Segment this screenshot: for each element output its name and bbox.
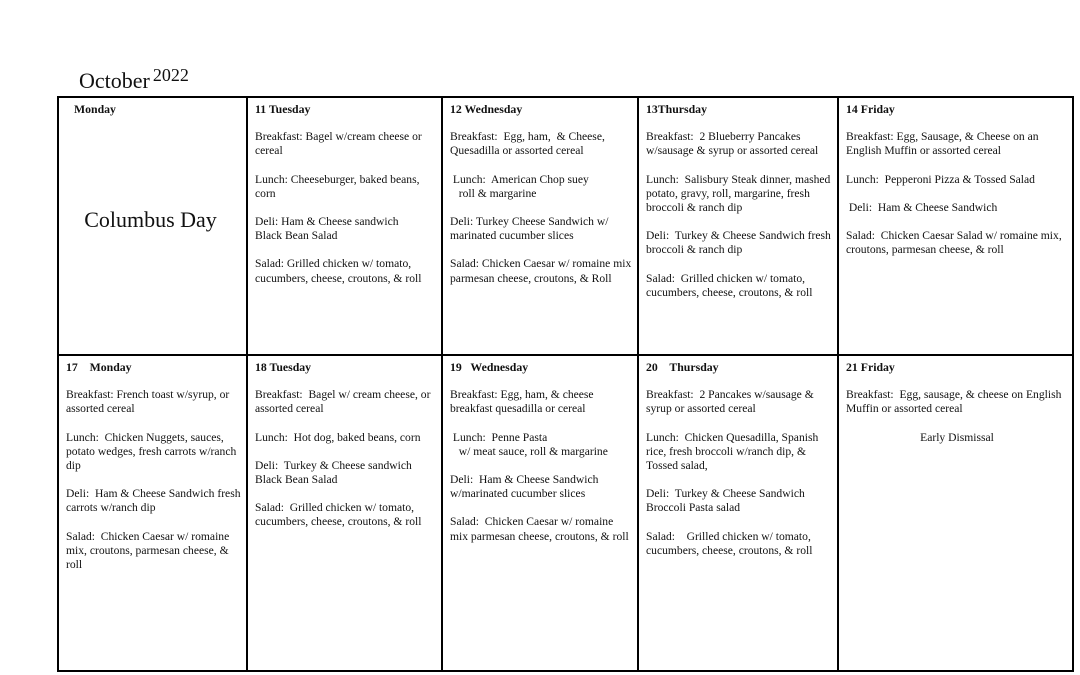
salad-entry: Salad: Chicken Caesar w/ romaine mix parmesan cheese, croutons, & roll [450,515,629,543]
day-header: 19 Wednesday [450,360,529,374]
salad-entry: Salad: Chicken Caesar Salad w/ romaine mix, croutons, parmesan cheese, & roll [846,229,1065,257]
deli-entry: Deli: Ham & Cheese Sandwich [846,200,998,214]
lunch-entry: Lunch: Pepperoni Pizza & Tossed Salad [846,172,1035,186]
day-header: 11 Tuesday [255,102,311,116]
day-cell-friday-14 [839,98,1072,356]
breakfast-entry: Breakfast: Egg, Sausage, & Cheese on an English Muffin or assorted cereal [846,130,1042,158]
deli-entry: Deli: Ham & Cheese sandwich Black Bean Salad [255,215,399,243]
day-header: 18 Tuesday [255,360,312,374]
breakfast-entry: Breakfast: Bagel w/cream cheese or cereal [255,130,425,158]
breakfast-entry: Breakfast: Egg, sausage, & cheese on English Muffin or assorted cereal [846,388,1065,416]
month-label: October [79,68,150,93]
day-cell-wednesday-12 [443,98,639,356]
calendar-title [79,65,189,93]
day-header: 21 Friday [846,360,895,374]
breakfast-entry: Breakfast: Egg, ham, & Cheese, Quesadilla or assorted cereal [450,130,608,158]
holiday-label: Columbus Day [84,207,217,233]
year-label: 2022 [152,65,189,85]
day-header: 13Thursday [646,102,707,116]
lunch-entry: Lunch: Cheeseburger, baked beans, corn [255,172,423,200]
menu-calendar-grid [57,96,1074,672]
lunch-entry: Lunch: Chicken Quesadilla, Spanish rice, fresh broccoli w/ranch dip, & Tossed salad, [646,430,822,473]
lunch-entry: Lunch: Penne Pasta w/ meat sauce, roll & margarine [452,430,608,458]
day-header: 12 Wednesday [450,102,523,116]
day-header: 17 Monday [66,360,132,374]
lunch-entry: Lunch: Chicken Nuggets, sauces, potato wedges, fresh carrots w/ranch dip [66,430,240,473]
day-cell-monday-10 [59,98,248,356]
day-cell-monday-17 [59,356,248,670]
day-cell-tuesday-18 [248,356,443,670]
day-header: 14 Friday [846,102,895,116]
salad-entry: Salad: Grilled chicken w/ tomato, cucumbers, cheese, croutons, & roll [646,271,813,299]
deli-entry: Deli: Turkey & Cheese Sandwich fresh broccoli & ranch dip [646,229,834,257]
salad-entry: Salad: Grilled chicken w/ tomato, cucumbers, cheese, croutons, & roll [255,257,422,285]
breakfast-entry: Breakfast: 2 Pancakes w/sausage & syrup or assorted cereal [646,388,817,416]
salad-entry: Salad: Chicken Caesar w/ romaine mix parmesan cheese, croutons, & Roll [450,257,635,285]
day-cell-tuesday-11 [248,98,443,356]
deli-entry: Deli: Ham & Cheese Sandwich w/marinated cucumber slices [450,473,602,501]
lunch-entry: Lunch: Hot dog, baked beans, corn [255,430,421,444]
lunch-entry: Lunch: Salisbury Steak dinner, mashed potato, gravy, roll, margarine, fresh broccoli & ranch dip [646,172,857,215]
day-cell-friday-21 [839,356,1072,670]
day-cell-thursday-13 [639,98,857,356]
day-cell-wednesday-19 [443,356,639,670]
deli-entry: Deli: Turkey & Cheese sandwich Black Bean Salad [255,458,415,487]
day-header: Monday [74,102,116,116]
day-cell-thursday-20 [639,356,839,670]
salad-entry: Salad: Grilled chicken w/ tomato, cucumbers, cheese, croutons, & roll [646,529,814,557]
day-header: 20 Thursday [646,360,719,374]
deli-entry: Deli: Ham & Cheese Sandwich fresh carrots w/ranch dip [66,487,244,515]
salad-entry: Salad: Grilled chicken w/ tomato, cucumbers, cheese, croutons, & roll [255,501,422,529]
lunch-entry: Lunch: American Chop suey roll & margarine [452,172,589,200]
breakfast-entry: Breakfast: French toast w/syrup, or assorted cereal [66,388,233,416]
salad-entry: Salad: Chicken Caesar w/ romaine mix, croutons, parmesan cheese, & roll [66,529,233,572]
deli-entry: Deli: Turkey Cheese Sandwich w/ marinated cucumber slices [450,215,612,243]
breakfast-entry: Breakfast: Egg, ham, & cheese breakfast quesadilla or cereal [450,388,597,416]
early-dismissal-note: Early Dismissal [920,430,994,444]
breakfast-entry: Breakfast: Bagel w/ cream cheese, or assorted cereal [255,388,434,416]
deli-entry: Deli: Turkey & Cheese Sandwich Broccoli Pasta salad [646,487,808,515]
breakfast-entry: Breakfast: 2 Blueberry Pancakes w/sausage & syrup or assorted cereal [646,130,819,158]
